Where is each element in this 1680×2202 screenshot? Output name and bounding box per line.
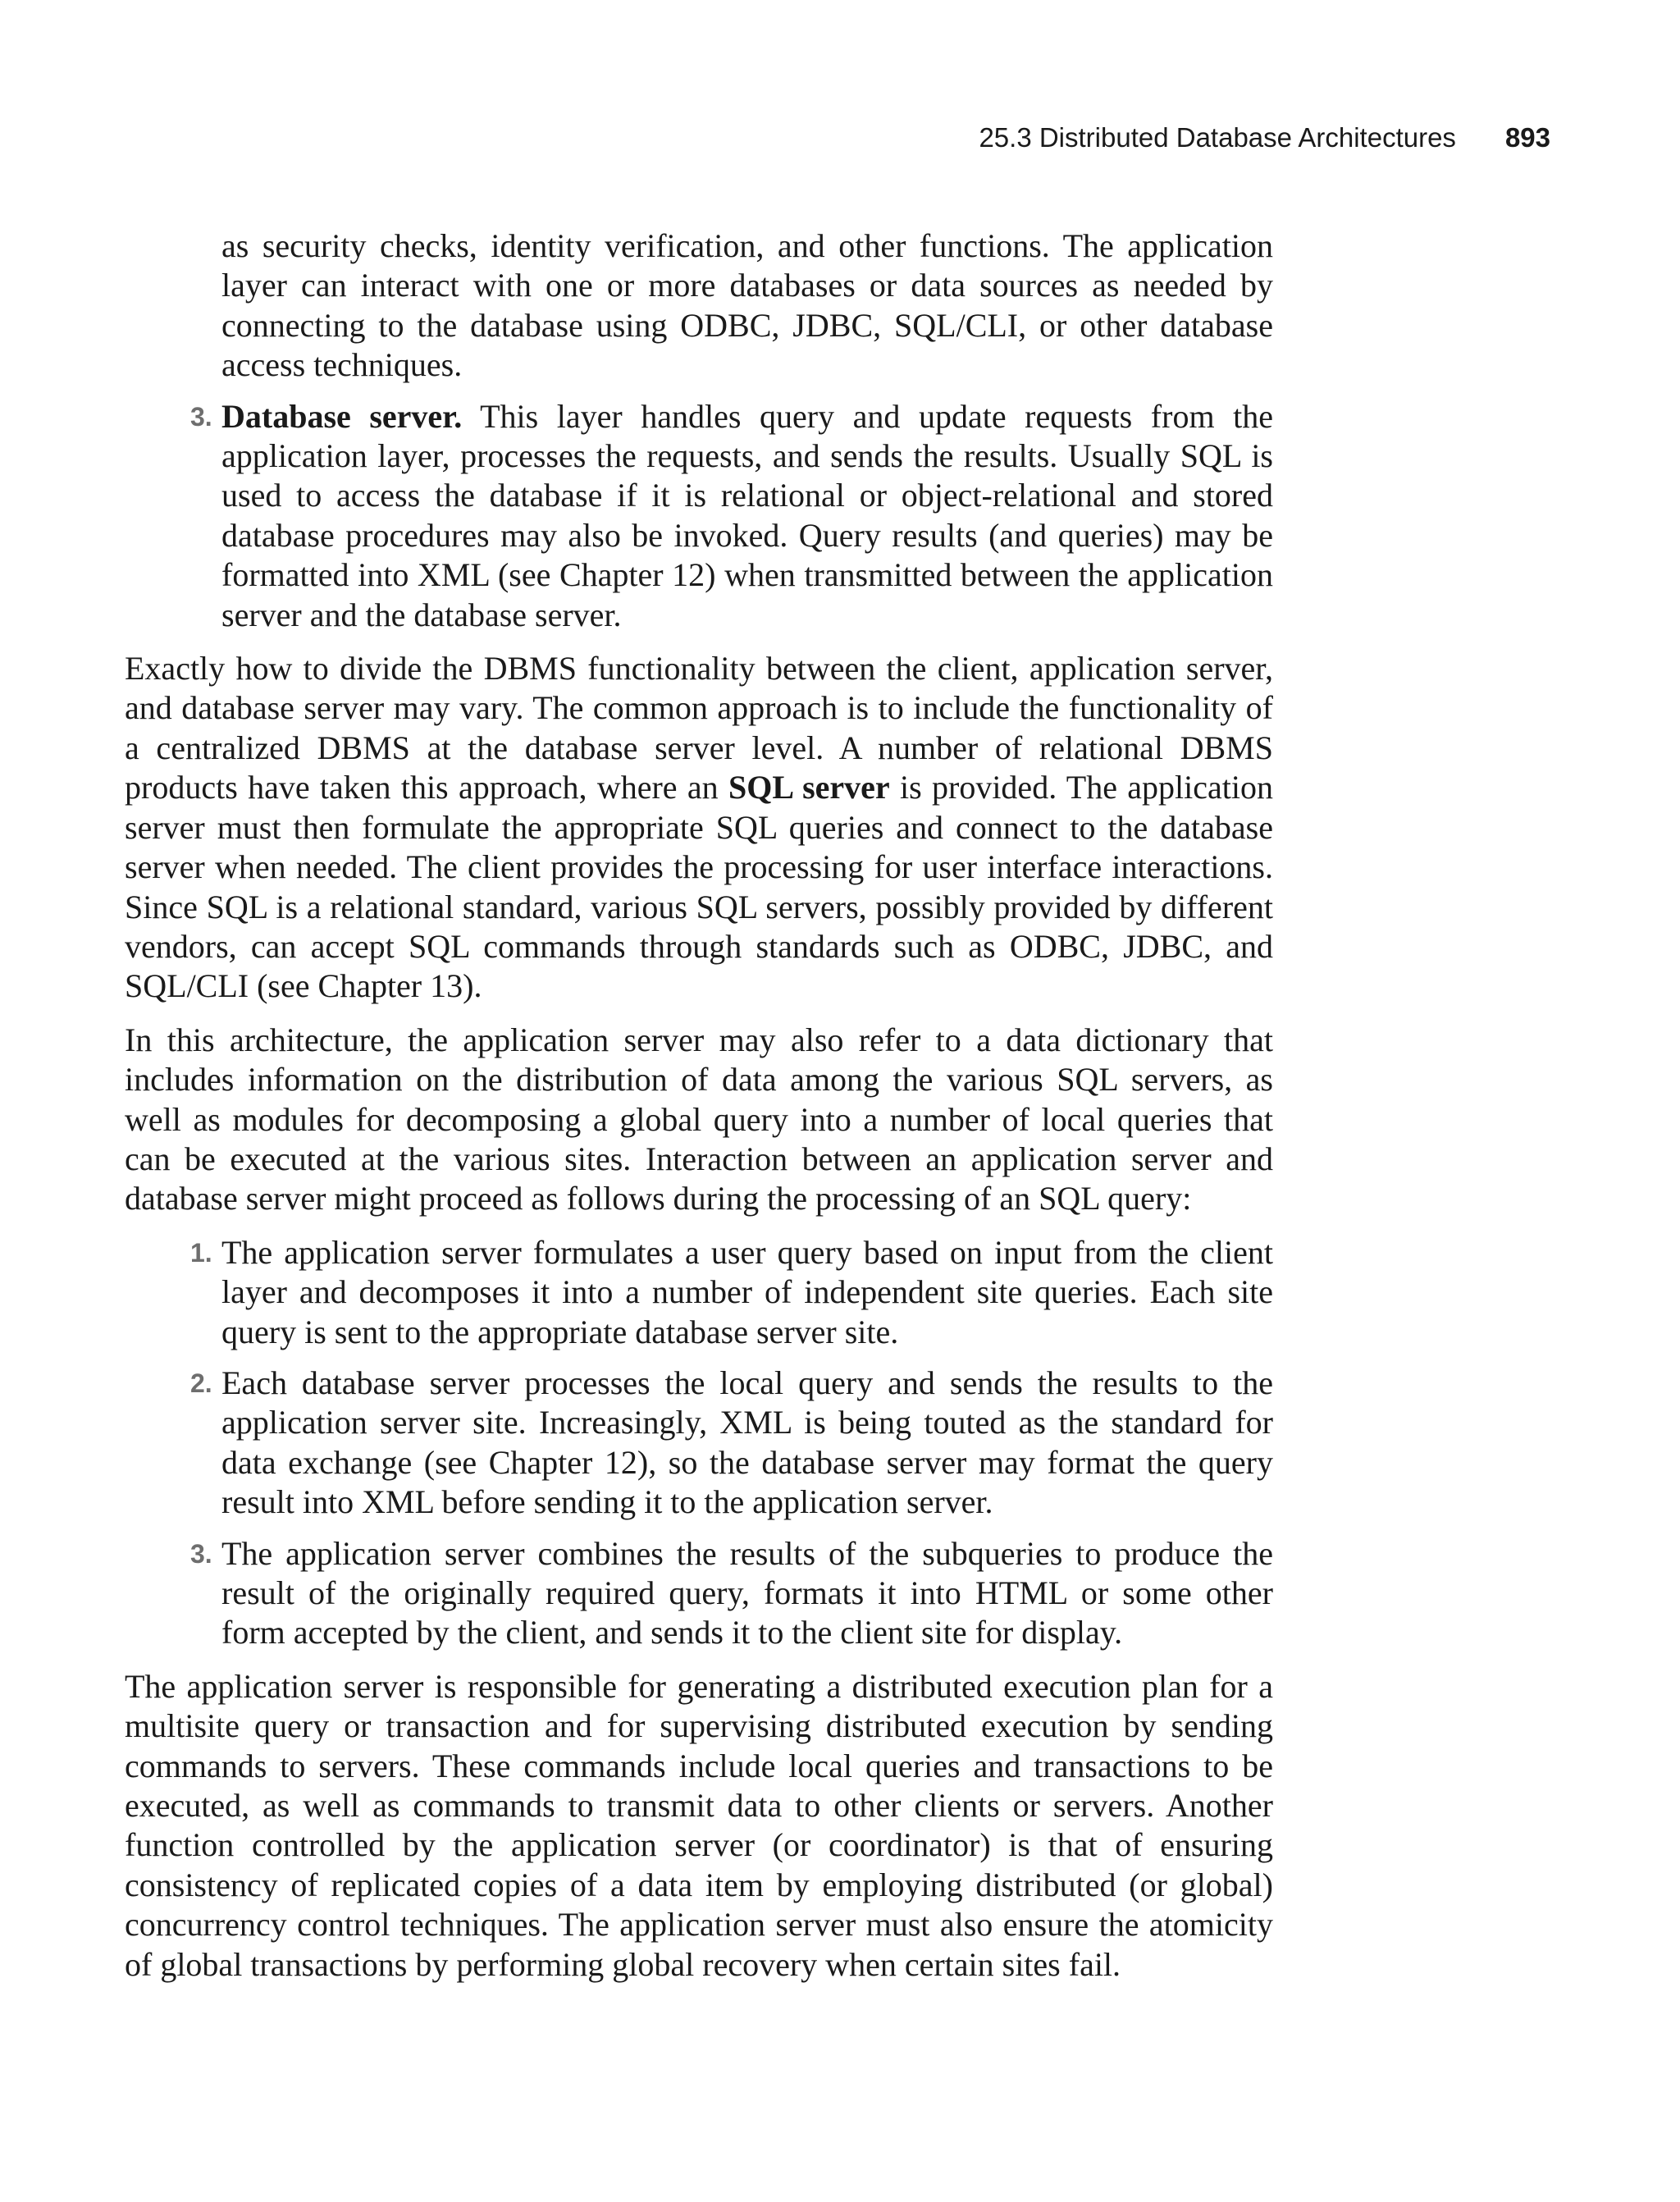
list-number: 3. — [190, 401, 212, 432]
list-item-text: Database server. This layer handles query and update requests from the application layer, processes the requests, and sends the results. Usually SQL is used to access the database if it is relational or object-relational and stored database procedures may also be invoked. Query results (and queries) may be formatted into XML (see Chapter 12) when transmitted between the application server and the database server. — [221, 397, 1273, 633]
list-item-text: The application server formulates a user query based on input from the client layer and decomposes it into a number of independent site queries. Each site query is sent to the appropriate database server site. — [221, 1233, 1273, 1350]
list-number: 2. — [190, 1368, 212, 1398]
list-item-step-3 — [190, 1534, 1273, 1653]
page-number: 893 — [1504, 122, 1550, 153]
list-item-step-2 — [190, 1364, 1273, 1523]
section-title: 25.3 Distributed Database Architectures — [979, 122, 1456, 153]
list-item-step-1 — [190, 1233, 1273, 1352]
term-database-server: Database server. — [221, 397, 463, 435]
term-sql-server: SQL server — [728, 769, 890, 806]
paragraph-application-server: The application server is responsible for generating a distributed execution plan for a multisite query or transaction and for supervising distributed execution by sending commands to servers. These commands include local queries and transactions to be executed, as well as commands to transmit data to other clients or servers. Another function controlled by the application server (or coordinator) is that of ensuring consistency of replicated copies of a data item by employing distributed (or global) concurrency control techniques. The application server must also ensure the atomicity of global transactions by performing global recovery when certain sites fail. — [125, 1667, 1273, 1983]
list-number: 3. — [190, 1538, 212, 1569]
paragraph-architecture: In this architecture, the application server may also refer to a data dictionary that includes information on the distribution of data among the various SQL servers, as well as modules for decomposing a global query into a number of local queries that can be executed at the various sites. Interaction between an application server and database server might proceed as follows during the processing of an SQL query: — [125, 1021, 1273, 1217]
list-item-text: as security checks, identity verification, and other functions. The application layer can interact with one or more databases or data sources as needed by connecting to the database using ODBC, JDBC, SQL/CLI, or other database access techniques. — [221, 227, 1273, 384]
paragraph-dbms-division: Exactly how to divide the DBMS functionality between the client, application server, and database server may vary. The common approach is to include the functionality of a centralized DBMS at the database server level. A number of relational DBMS products have taken this approach, where an SQL server is provided. The application server must then formulate the appropriate SQL queries and connect to the database server when needed. The client provides the processing for user interface interactions. Since SQL is a relational standard, various SQL servers, possibly provided by different vendors, can accept SQL commands through standards such as ODBC, JDBC, and SQL/CLI (see Chapter 13). — [125, 650, 1273, 1005]
list-item-text: The application server combines the results of the subqueries to produce the result of the originally required query, formats it into HTML or some other form accepted by the client, and sends it to the client site for display. — [221, 1534, 1273, 1652]
page-body — [125, 226, 1273, 1985]
list-item-database-server — [190, 397, 1273, 635]
list-item-text: Each database server processes the local query and sends the results to the application server site. Increasingly, XML is being touted as the standard for data exchange (see Chapter 12), so the database server may format the query result into XML before sending it to the application server. — [221, 1364, 1273, 1521]
running-head — [123, 120, 1550, 156]
list-number: 1. — [190, 1237, 212, 1268]
list-item-continued — [190, 226, 1273, 386]
